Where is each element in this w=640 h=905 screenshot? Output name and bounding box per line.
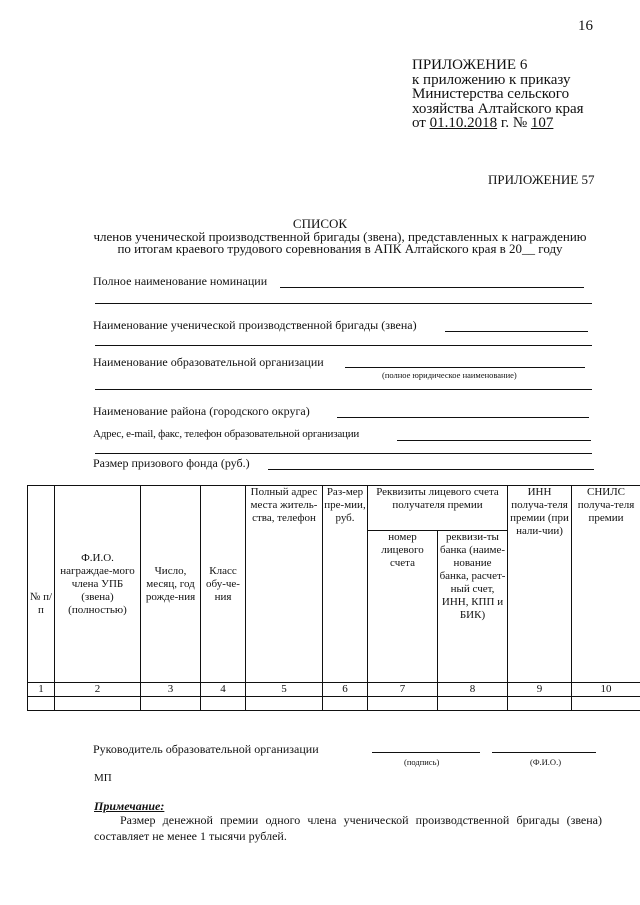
title-line-2: членов ученической производственной бригады (звена), представленных к награждению: [93, 228, 587, 244]
fio-hint: (Ф.И.О.): [530, 757, 562, 767]
field-organization-hint: (полное юридическое наименование): [382, 370, 517, 380]
field-brigade-line[interactable]: [445, 331, 588, 332]
annex-line-1: ПРИЛОЖЕНИЕ 6: [412, 57, 528, 73]
field-address-line[interactable]: [397, 440, 591, 441]
field-brigade-label: Наименование ученической производственной бригады (звена): [93, 318, 417, 332]
table-cell[interactable]: [368, 697, 438, 711]
table-cell[interactable]: [141, 697, 201, 711]
field-district-line[interactable]: [337, 417, 589, 418]
signature-hint: (подпись): [404, 757, 440, 767]
award-table: [27, 485, 640, 711]
field-nomination-line[interactable]: [280, 287, 584, 288]
field-organization-line-2[interactable]: [95, 389, 592, 390]
header-amount: Раз-мер пре-мии, руб.: [323, 486, 368, 683]
annex-number: 107: [530, 115, 554, 131]
field-organization-line[interactable]: [345, 367, 585, 368]
document-title: [0, 218, 640, 256]
col-number: 9: [508, 683, 572, 697]
header-birth: Число, месяц, год рожде-ния: [141, 486, 201, 683]
header-account: номер лицевого счета: [368, 531, 438, 683]
stamp-place: МП: [94, 772, 112, 784]
column-numbers-row: [28, 683, 640, 697]
header-fio: Ф.И.О. награждае-мого члена УПБ (звена) (полностью): [55, 486, 141, 683]
scan-artifact: [380, 0, 580, 1]
note-text: Размер денежной премии одного члена ученической производственной бригады (звена) составляет не менее 1 тысячи рублей.: [94, 813, 602, 843]
field-prize-fund-line[interactable]: [268, 469, 594, 470]
fio-line[interactable]: [492, 752, 596, 753]
annex-date: 01.10.2018: [429, 115, 498, 131]
header-bank: реквизи-ты банка (наиме-нование банка, расчет-ный счет, ИНН, КПП и БИК): [438, 531, 508, 683]
field-organization-label: Наименование образовательной организации: [93, 355, 324, 369]
col-number: 4: [201, 683, 246, 697]
header-address: Полный адрес места житель-ства, телефон: [246, 486, 323, 683]
field-nomination-label: Полное наименование номинации: [93, 274, 268, 288]
annex-57: ПРИЛОЖЕНИЕ 57: [488, 172, 595, 187]
signature-line[interactable]: [372, 752, 480, 753]
table-cell[interactable]: [323, 697, 368, 711]
header-num: № п/п: [28, 486, 55, 683]
annex-line-3: Министерства сельского: [412, 86, 570, 102]
annex-block: [412, 58, 584, 131]
col-number: 8: [438, 683, 508, 697]
table-cell[interactable]: [438, 697, 508, 711]
title-main: СПИСОК: [292, 216, 348, 231]
header-snils: СНИЛС получа-теля премии: [572, 486, 640, 683]
field-address-label: Адрес, e-mail, факс, телефон образовательной организации: [93, 428, 360, 440]
title-line-3: по итогам краевого трудового соревнования в АПК Алтайского края в 20__ году: [117, 241, 563, 256]
table-cell[interactable]: [55, 697, 141, 711]
annex-from: от: [412, 115, 426, 131]
col-number: 10: [572, 683, 640, 697]
annex-line-2: к приложению к приказу: [412, 71, 571, 88]
col-number: 6: [323, 683, 368, 697]
table-cell[interactable]: [572, 697, 640, 711]
note-heading: Примечание:: [94, 799, 165, 813]
col-number: 1: [28, 683, 55, 697]
table-cell[interactable]: [201, 697, 246, 711]
header-requisites: Реквизиты лицевого счета получателя премии: [368, 486, 508, 531]
annex-year-number: г. №: [500, 115, 528, 131]
col-number: 5: [246, 683, 323, 697]
col-number: 3: [141, 683, 201, 697]
page-number: 16: [578, 18, 593, 34]
table-cell[interactable]: [28, 697, 55, 711]
table-row: [28, 697, 640, 711]
header-class: Класс обу-че-ния: [201, 486, 246, 683]
field-brigade-line-2[interactable]: [95, 345, 592, 346]
annex-line-5: [412, 116, 584, 131]
table-cell[interactable]: [246, 697, 323, 711]
signature-label: Руководитель образовательной организации: [93, 742, 319, 756]
table-cell[interactable]: [508, 697, 572, 711]
col-number: 7: [368, 683, 438, 697]
col-number: 2: [55, 683, 141, 697]
field-nomination-line-2[interactable]: [95, 303, 592, 304]
field-district-label: Наименование района (городского округа): [93, 404, 310, 418]
field-address-line-2[interactable]: [95, 453, 592, 454]
annex-line-4: хозяйства Алтайского края: [412, 100, 584, 117]
header-inn: ИНН получа-теля премии (при нали-чии): [508, 486, 572, 683]
field-prize-fund-label: Размер призового фонда (руб.): [93, 456, 250, 470]
